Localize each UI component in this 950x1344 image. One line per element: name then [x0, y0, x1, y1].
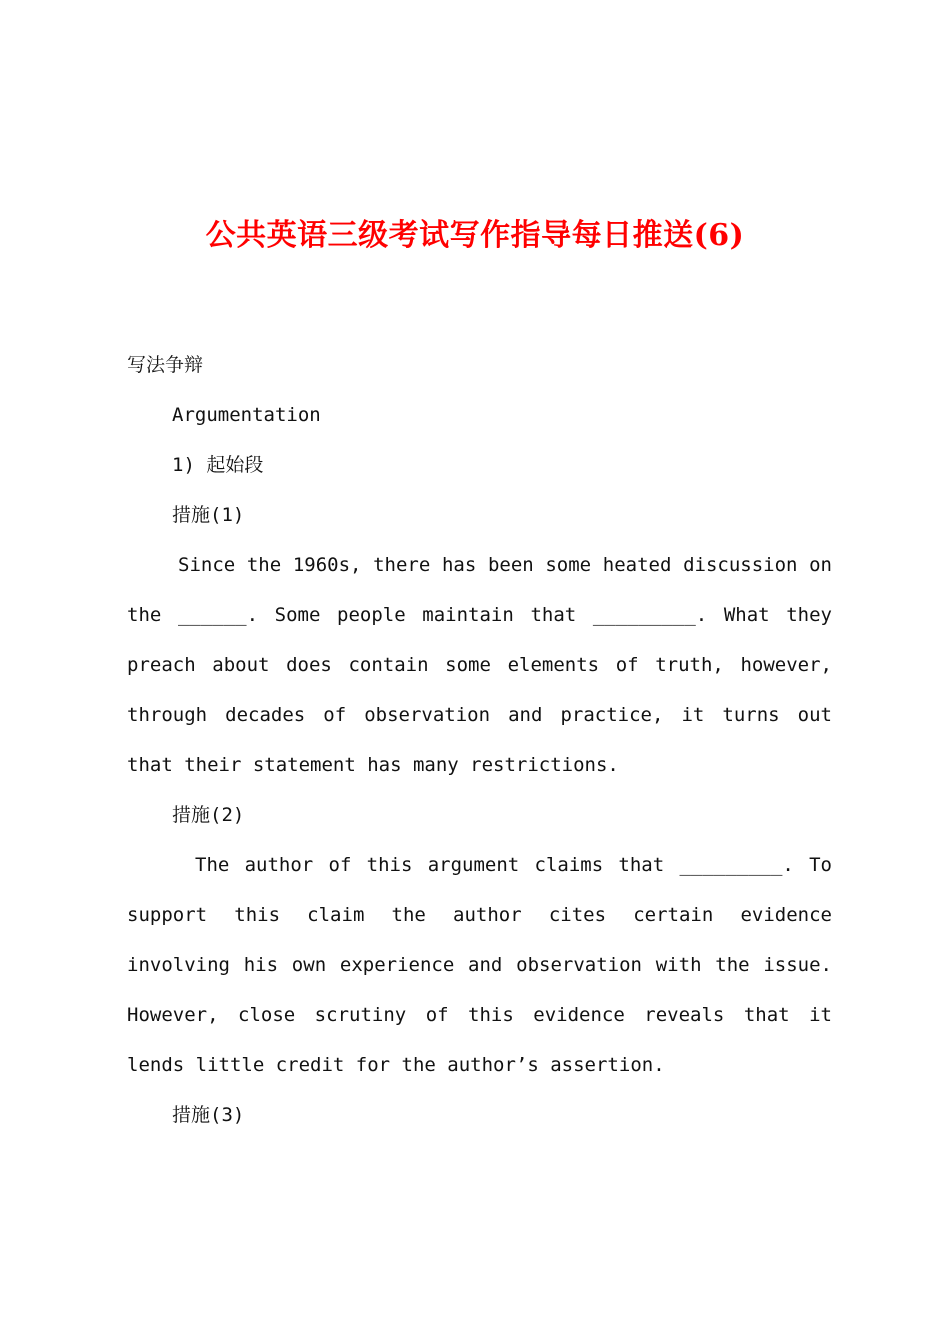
part-label: 1) 起始段 [172, 454, 264, 476]
document-title: 公共英语三级考试写作指导每日推送(6) [205, 218, 745, 253]
section-heading: 写法争辩 [127, 354, 204, 376]
method-1-paragraph: Since the 1960s, there has been some heated discussion on the ______. Some people maintain that _________. What they preach about does contain some elements of truth, however, through decades of observation and practice, it turns out that their statement has many restrictions. [127, 554, 832, 776]
method-1-label: 措施(1) [172, 504, 245, 526]
method-3-label: 措施(3) [172, 1104, 245, 1126]
method-2-label: 措施(2) [172, 804, 245, 826]
document-body [127, 340, 832, 1140]
subheading: Argumentation [172, 404, 321, 426]
method-2-paragraph: The author of this argument claims that _________. To support this claim the author cites certain evidence involving his own experience and observation with the issue. However, close scrutiny of this evidence reveals that it lends little credit for the author’s assertion. [127, 854, 832, 1076]
